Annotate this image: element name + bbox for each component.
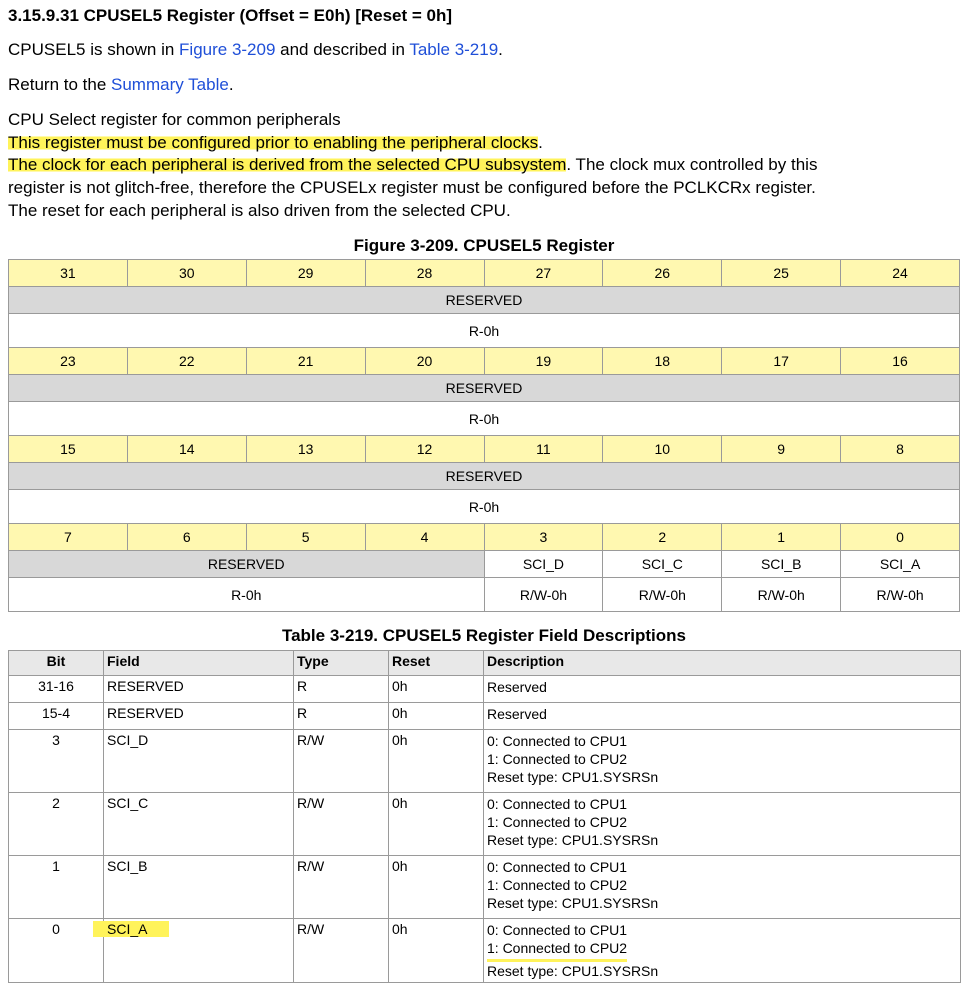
field-sci-c: SCI_C xyxy=(603,551,722,578)
bit-number: 7 xyxy=(9,524,128,551)
table-row xyxy=(9,793,961,856)
access-value: R-0h xyxy=(9,578,485,612)
figure-caption: Figure 3-209. CPUSEL5 Register xyxy=(353,236,615,255)
field-cell: RESERVED xyxy=(104,676,294,703)
field-cell: SCI_C xyxy=(104,793,294,856)
field-description-table xyxy=(8,650,961,983)
bit-number: 29 xyxy=(246,260,365,287)
shown-in-line xyxy=(8,40,503,60)
bit-number-row xyxy=(9,260,960,287)
bit-cell: 1 xyxy=(9,856,104,919)
table-link[interactable]: Table 3-219 xyxy=(409,40,499,59)
type-cell: R xyxy=(294,676,389,703)
description-cell: 0: Connected to CPU1 1: Connected to CPU2 Reset type: CPU1.SYSRSn xyxy=(484,856,961,919)
bit-number: 4 xyxy=(365,524,484,551)
table-row xyxy=(9,676,961,703)
description-cell: 0: Connected to CPU1 1: Connected to CPU2 Reset type: CPU1.SYSRSn xyxy=(484,793,961,856)
bit-number: 31 xyxy=(9,260,128,287)
bit-number: 26 xyxy=(603,260,722,287)
bit-number: 10 xyxy=(603,436,722,463)
access-value: R/W-0h xyxy=(841,578,960,612)
table-caption: Table 3-219. CPUSEL5 Register Field Descriptions xyxy=(281,626,687,645)
bit-number: 3 xyxy=(484,524,603,551)
field-name-row xyxy=(9,375,960,402)
field-name-row xyxy=(9,551,960,578)
access-value: R-0h xyxy=(9,402,960,436)
bit-number: 24 xyxy=(841,260,960,287)
bit-number: 5 xyxy=(246,524,365,551)
bit-number: 30 xyxy=(127,260,246,287)
field-cell xyxy=(104,919,294,983)
access-value: R/W-0h xyxy=(722,578,841,612)
description-line-5: The reset for each peripheral is also driven from the selected CPU. xyxy=(8,201,511,220)
reserved-field: RESERVED xyxy=(9,551,485,578)
figure-link[interactable]: Figure 3-209 xyxy=(179,40,276,59)
reset-cell: 0h xyxy=(389,730,484,793)
field-sci-a: SCI_A xyxy=(841,551,960,578)
bit-number: 18 xyxy=(603,348,722,375)
field-cell: SCI_D xyxy=(104,730,294,793)
access-value: R/W-0h xyxy=(484,578,603,612)
access-row xyxy=(9,402,960,436)
description-cell: 0: Connected to CPU1 1: Connected to CPU2 Reset type: CPU1.SYSRSn xyxy=(484,730,961,793)
type-cell: R/W xyxy=(294,730,389,793)
bit-cell: 2 xyxy=(9,793,104,856)
bit-number: 2 xyxy=(603,524,722,551)
highlighted-text: 1: Connected to CPU2 xyxy=(487,939,627,962)
bit-number: 12 xyxy=(365,436,484,463)
bit-number: 28 xyxy=(365,260,484,287)
reset-cell: 0h xyxy=(389,856,484,919)
access-value: R/W-0h xyxy=(603,578,722,612)
access-row xyxy=(9,490,960,524)
description-line-1: CPU Select register for common peripherals xyxy=(8,110,341,129)
bit-cell: 31-16 xyxy=(9,676,104,703)
bit-number: 23 xyxy=(9,348,128,375)
type-cell: R/W xyxy=(294,919,389,983)
field-cell: SCI_B xyxy=(104,856,294,919)
type-cell: R/W xyxy=(294,856,389,919)
register-figure xyxy=(8,259,960,612)
field-cell: RESERVED xyxy=(104,703,294,730)
bit-cell: 15-4 xyxy=(9,703,104,730)
field-name-row xyxy=(9,287,960,314)
highlighted-field: SCI_A xyxy=(93,921,169,937)
table-row xyxy=(9,730,961,793)
column-header: Field xyxy=(104,651,294,676)
bit-number-row xyxy=(9,348,960,375)
summary-table-link[interactable]: Summary Table xyxy=(111,75,229,94)
type-cell: R/W xyxy=(294,793,389,856)
bit-number: 15 xyxy=(9,436,128,463)
field-sci-b: SCI_B xyxy=(722,551,841,578)
reset-cell: 0h xyxy=(389,703,484,730)
type-cell: R xyxy=(294,703,389,730)
bit-cell: 3 xyxy=(9,730,104,793)
field-sci-d: SCI_D xyxy=(484,551,603,578)
description-line-3: The clock for each peripheral is derived from the selected CPU subsystem. The clock mux controlled by this xyxy=(8,155,818,174)
shown-suffix: . xyxy=(498,40,503,59)
column-header: Description xyxy=(484,651,961,676)
return-suffix: . xyxy=(228,75,234,94)
column-header: Reset xyxy=(389,651,484,676)
column-header: Type xyxy=(294,651,389,676)
table-row xyxy=(9,703,961,730)
bit-number: 13 xyxy=(246,436,365,463)
column-header: Bit xyxy=(9,651,104,676)
bit-number: 6 xyxy=(127,524,246,551)
bit-number: 11 xyxy=(484,436,603,463)
bit-number: 25 xyxy=(722,260,841,287)
bit-number: 21 xyxy=(246,348,365,375)
bit-number: 17 xyxy=(722,348,841,375)
bit-number: 19 xyxy=(484,348,603,375)
access-value: R-0h xyxy=(9,314,960,348)
shown-middle: and described in xyxy=(275,40,410,59)
bit-number: 27 xyxy=(484,260,603,287)
access-value: R-0h xyxy=(9,490,960,524)
description-cell: Reserved xyxy=(484,703,961,730)
description-cell: Reserved xyxy=(484,676,961,703)
reset-cell: 0h xyxy=(389,676,484,703)
table-row xyxy=(9,919,961,983)
bit-number: 20 xyxy=(365,348,484,375)
bit-number: 0 xyxy=(841,524,960,551)
bit-number: 14 xyxy=(127,436,246,463)
highlighted-text: This register must be configured prior to enabling the peripheral clocks xyxy=(8,133,539,152)
highlighted-text: The clock for each peripheral is derived from the selected CPU subsystem xyxy=(8,155,567,174)
bit-number-row xyxy=(9,436,960,463)
bit-number: 16 xyxy=(841,348,960,375)
bit-number: 8 xyxy=(841,436,960,463)
description-line-2: This register must be configured prior to enabling the peripheral clocks. xyxy=(8,133,543,152)
description-line-4: register is not glitch-free, therefore the CPUSELx register must be configured before the PCLKCRx register. xyxy=(8,178,816,197)
bit-number: 1 xyxy=(722,524,841,551)
table-header-row xyxy=(9,651,961,676)
reserved-field: RESERVED xyxy=(9,375,960,402)
table-row xyxy=(9,856,961,919)
access-row xyxy=(9,578,960,612)
reset-cell: 0h xyxy=(389,919,484,983)
reserved-field: RESERVED xyxy=(9,287,960,314)
shown-prefix: CPUSEL5 is shown in xyxy=(8,40,180,59)
reset-cell: 0h xyxy=(389,793,484,856)
bit-number: 22 xyxy=(127,348,246,375)
return-line xyxy=(8,75,234,95)
access-row xyxy=(9,314,960,348)
description-cell: 0: Connected to CPU1 1: Connected to CPU2 Reset type: CPU1.SYSRSn xyxy=(484,919,961,983)
field-name-row xyxy=(9,463,960,490)
bit-cell: 0 xyxy=(9,919,104,983)
section-heading: 3.15.9.31 CPUSEL5 Register (Offset = E0h) [Reset = 0h] xyxy=(8,6,453,25)
bit-number: 9 xyxy=(722,436,841,463)
return-prefix: Return to the xyxy=(8,75,112,94)
bit-number-row xyxy=(9,524,960,551)
reserved-field: RESERVED xyxy=(9,463,960,490)
